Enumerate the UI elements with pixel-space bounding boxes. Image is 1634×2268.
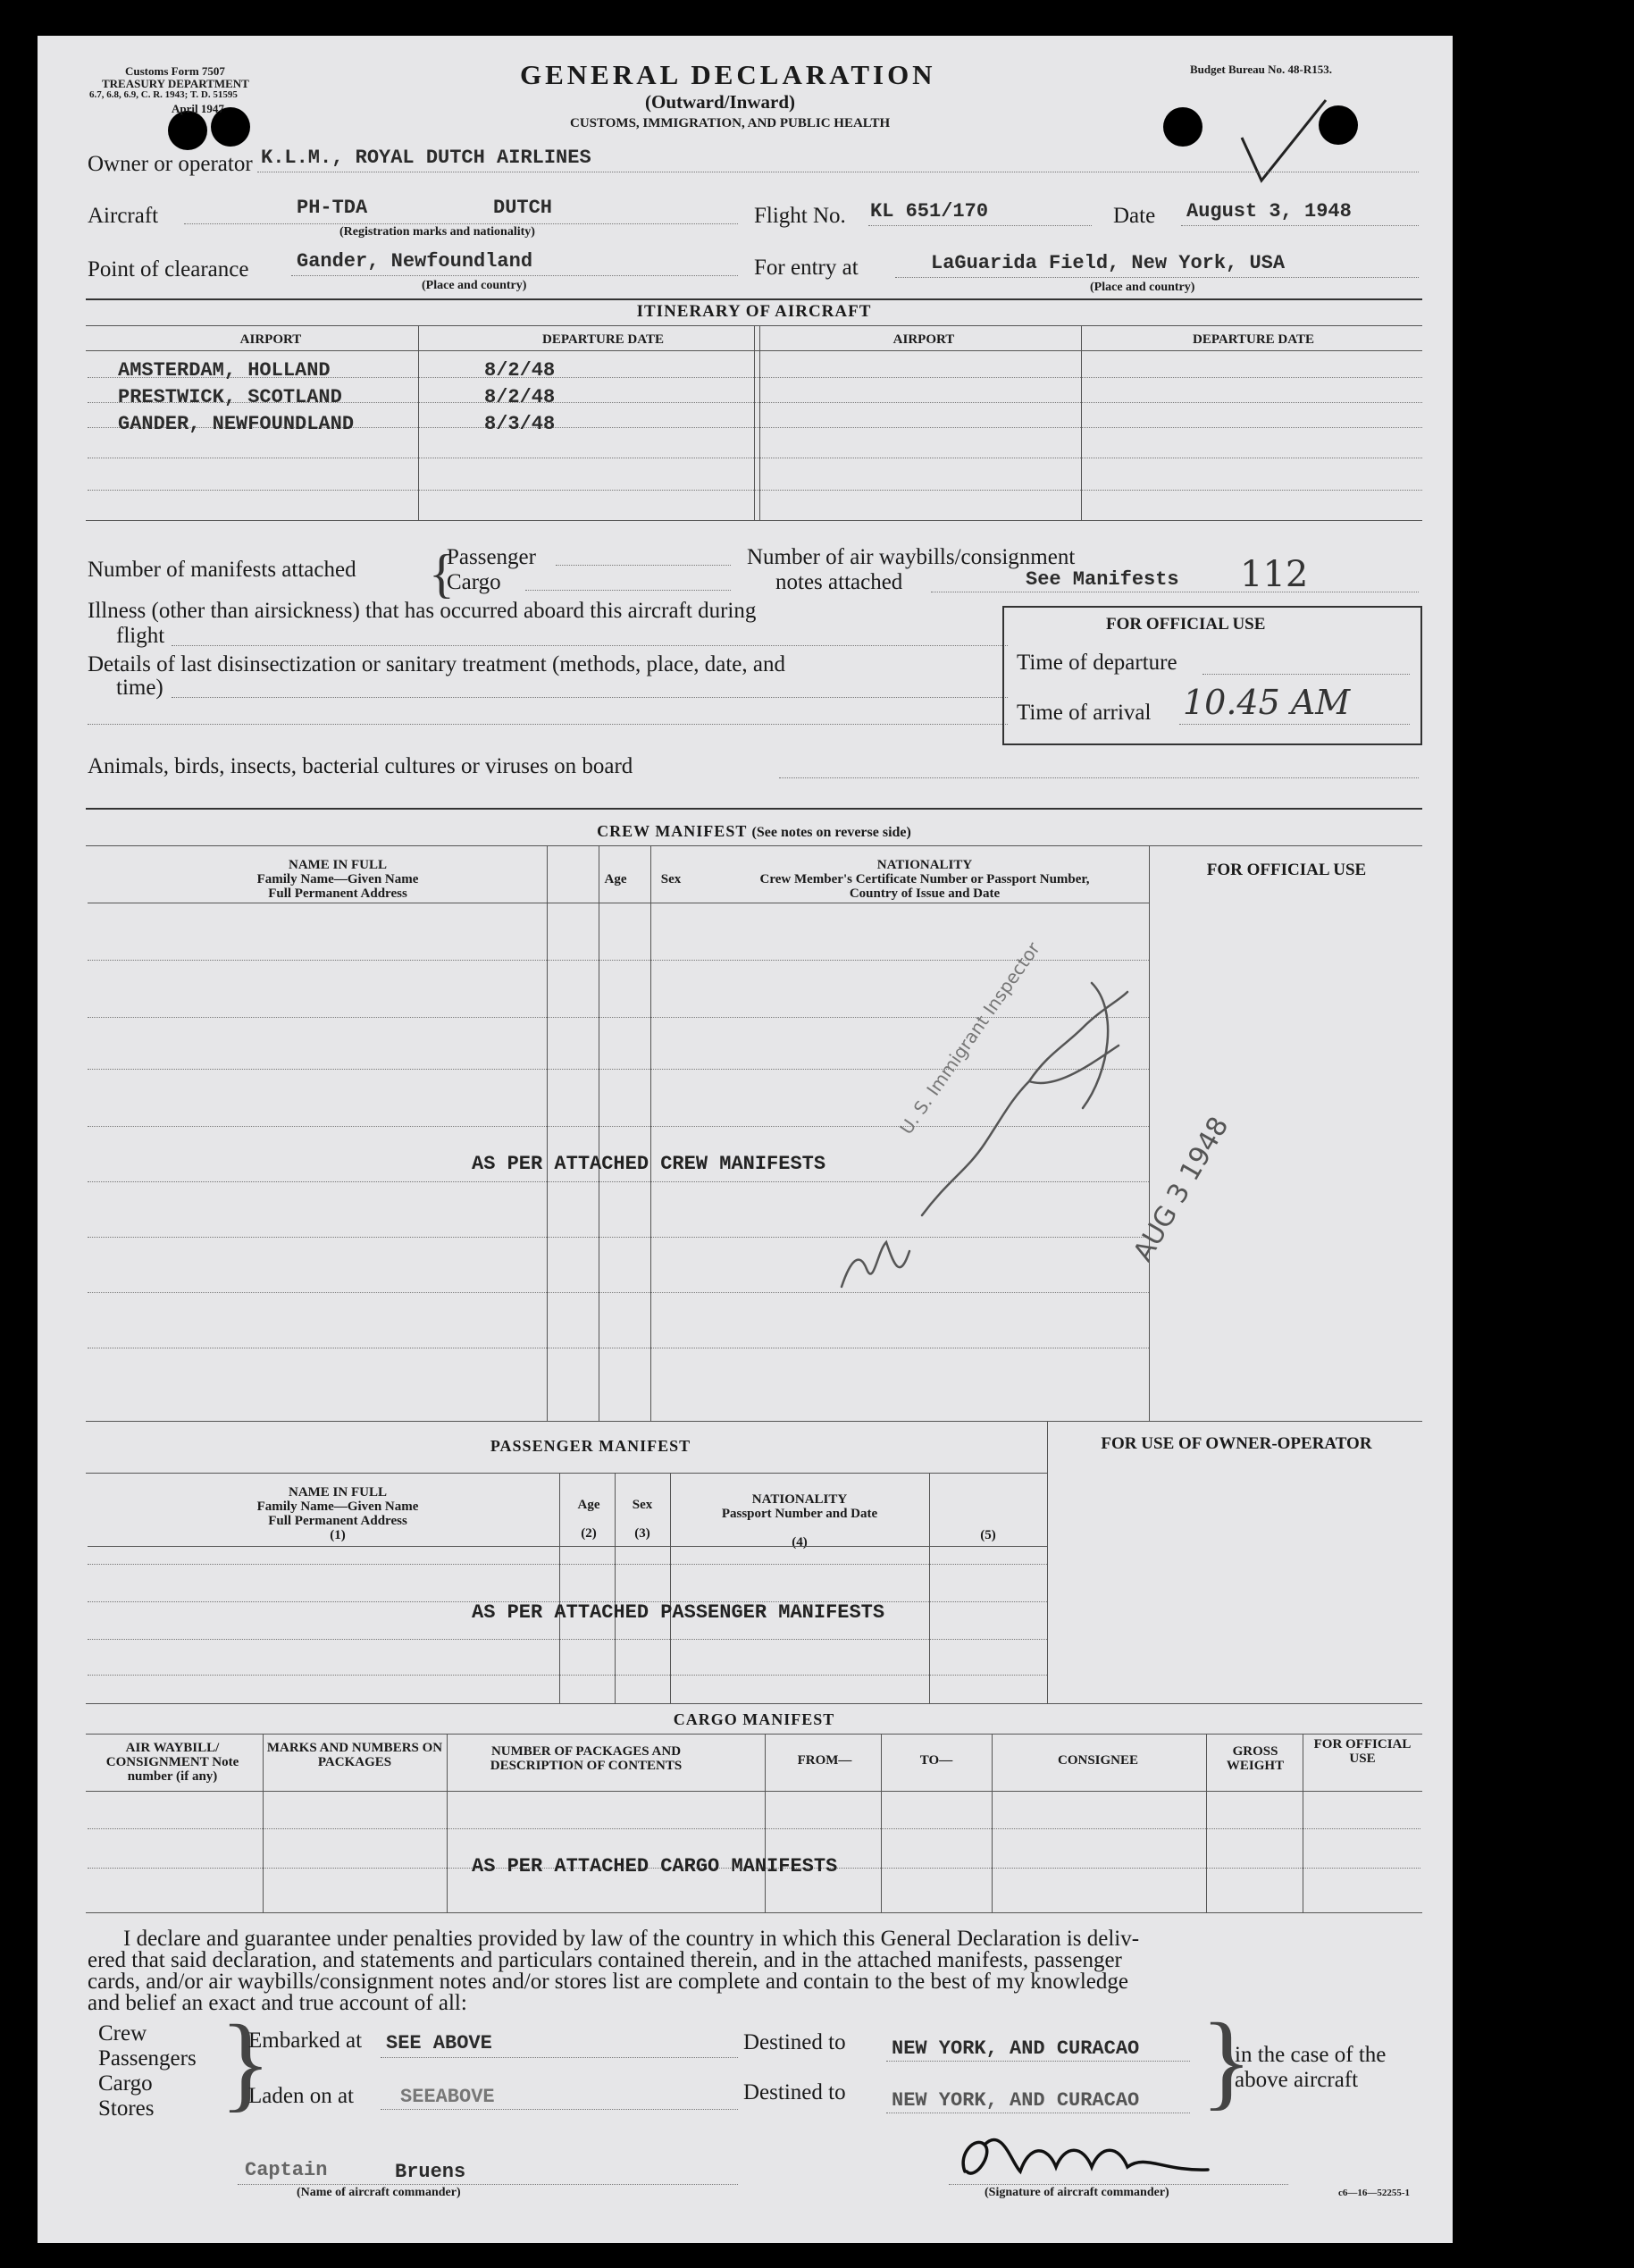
budget-bureau: Budget Bureau No. 48-R153. [1190, 63, 1333, 76]
punch-hole [168, 111, 207, 150]
decl-cargo: Cargo [98, 2071, 153, 2096]
passenger-col-sex: Sex (3) [632, 1498, 653, 1541]
waybills-label-1: Number of air waybills/consignment [747, 545, 1076, 569]
owner-label: Owner or operator [88, 152, 253, 176]
manifests-cargo-label: Cargo [447, 570, 501, 594]
crew-col-age: Age [604, 872, 627, 886]
entry-value: LaGuarida Field, New York, USA [931, 252, 1286, 274]
waybills-value: See Manifests [1026, 568, 1179, 591]
laden-value: SEEABOVE [400, 2086, 495, 2108]
decl-stores: Stores [98, 2096, 155, 2121]
declaration-line-2: ered that said declaration, and statements and particulars contained therein, and in the attached manifests, passenger [88, 1948, 1122, 1972]
cargo-col-marks: MARKS AND NUMBERS ON PACKAGES [266, 1741, 443, 1769]
cargo-col-official: FOR OFFICIAL USE [1313, 1737, 1412, 1766]
aircraft-nationality: DUTCH [493, 197, 553, 219]
declaration-line-4: and belief an exact and true account of all: [88, 1991, 467, 2015]
itinerary-row-2-date: 8/2/48 [484, 386, 556, 408]
passenger-col-age: Age (2) [577, 1498, 600, 1541]
print-code: c6—16—52255-1 [1338, 2188, 1411, 2198]
crew-col-name: NAME IN FULL Family Name—Given Name Full Permanent Address [256, 858, 419, 901]
flight-value: KL 651/170 [870, 200, 989, 223]
cargo-title: CARGO MANIFEST [673, 1710, 835, 1728]
destined-label-1: Destined to [743, 2030, 846, 2054]
illness-label-2: flight [116, 624, 165, 648]
manifests-passenger-label: Passenger [447, 545, 536, 569]
commander-name-note: (Name of aircraft commander) [297, 2186, 461, 2199]
declaration-line-1: I declare and guarantee under penalties provided by law of the country in which this General Declaration is deliv- [123, 1927, 1140, 1951]
destined-value-1: NEW YORK, AND CURACAO [892, 2037, 1140, 2060]
owner-value: K.L.M., ROYAL DUTCH AIRLINES [261, 147, 591, 169]
passenger-title: PASSENGER MANIFEST [490, 1437, 691, 1455]
passenger-body: AS PER ATTACHED PASSENGER MANIFESTS [472, 1601, 885, 1624]
departure-time-label: Time of departure [1017, 651, 1177, 675]
form-subtitle: (Outward/Inward) [645, 91, 796, 113]
itinerary-col-departure: DEPARTURE DATE [541, 332, 664, 347]
passenger-col-name: NAME IN FULL Family Name—Given Name Full Permanent Address (1) [256, 1485, 419, 1542]
cargo-body: AS PER ATTACHED CARGO MANIFESTS [472, 1855, 838, 1877]
cargo-col-consignee: CONSIGNEE [1057, 1753, 1139, 1768]
clearance-label: Point of clearance [88, 257, 249, 281]
arrival-time-value: 10.45 AM [1183, 683, 1351, 722]
waybills-count: 112 [1240, 554, 1309, 595]
entry-place-note: (Place and country) [1090, 281, 1195, 294]
decl-crew: Crew [98, 2021, 147, 2045]
aircraft-note: (Registration marks and nationality) [339, 225, 535, 239]
case-line-2: above aircraft [1235, 2068, 1359, 2092]
captain-label: Captain [245, 2159, 328, 2181]
inspector-stamp-text: U. S. Immigrant Inspector [895, 937, 1044, 1138]
itinerary-col-departure-2: DEPARTURE DATE [1192, 332, 1314, 347]
cargo-col-packages: NUMBER OF PACKAGES AND DESCRIPTION OF CONTENTS [490, 1744, 683, 1773]
declaration-line-3: cards, and/or air waybills/consignment notes and/or stores list are complete and contain to the best of my knowledge [88, 1970, 1128, 1994]
form-number: Customs Form 7507 [125, 64, 225, 78]
clearance-value: Gander, Newfoundland [297, 250, 533, 273]
form-title: GENERAL DECLARATION [520, 59, 936, 90]
aircraft-registration: PH-TDA [297, 197, 368, 219]
form-date: April 1947 [172, 102, 224, 115]
embarked-label: Embarked at [248, 2029, 363, 2053]
case-line-1: in the case of the [1235, 2043, 1387, 2067]
date-label: Date [1113, 204, 1156, 228]
inspector-stamp-date: AUG 3 1948 [1127, 1111, 1236, 1267]
flight-label: Flight No. [754, 204, 846, 228]
crew-body: AS PER ATTACHED CREW MANIFESTS [472, 1153, 826, 1175]
arrival-time-label: Time of arrival [1017, 701, 1152, 725]
destined-value-2: NEW YORK, AND CURACAO [892, 2089, 1140, 2112]
crew-col-sex: Sex [660, 872, 682, 886]
crew-col-nationality: NATIONALITY Crew Member's Certificate Number or Passport Number, Country of Issue and Date [759, 858, 1090, 901]
cargo-col-gross-weight: GROSS WEIGHT [1226, 1744, 1285, 1773]
decl-passengers: Passengers [98, 2046, 197, 2071]
passenger-col-owner: FOR USE OF OWNER-OPERATOR [1101, 1434, 1372, 1453]
punch-hole [1163, 107, 1202, 147]
clearance-place-note: (Place and country) [422, 279, 527, 292]
itinerary-row-1-date: 8/2/48 [484, 359, 556, 382]
captain-value: Bruens [395, 2161, 466, 2183]
cargo-col-to: TO— [919, 1753, 953, 1768]
check-mark-icon [1235, 95, 1333, 193]
crew-col-official: FOR OFFICIAL USE [1206, 861, 1367, 879]
passenger-col-5: (5) [980, 1528, 996, 1542]
waybills-label-2: notes attached [775, 570, 903, 594]
embarked-value: SEE ABOVE [386, 2032, 492, 2054]
itinerary-row-2-airport: PRESTWICK, SCOTLAND [118, 386, 342, 408]
commander-signature-icon [949, 2118, 1235, 2189]
passenger-col-nationality: NATIONALITY Passport Number and Date (4) [721, 1492, 878, 1550]
animals-label: Animals, birds, insects, bacterial cultures or viruses on board [88, 754, 633, 778]
crew-title: CREW MANIFEST (See notes on reverse side) [597, 822, 911, 840]
illness-label-1: Illness (other than airsickness) that has occurred aboard this aircraft during [88, 599, 757, 623]
regulation-refs: 6.7, 6.8, 6.9, C. R. 1943; T. D. 51595 [89, 89, 238, 100]
official-use-title: FOR OFFICIAL USE [1106, 615, 1266, 634]
itinerary-row-3-airport: GANDER, NEWFOUNDLAND [118, 413, 355, 435]
aircraft-label: Aircraft [88, 204, 159, 228]
itinerary-col-airport-2: AIRPORT [892, 332, 955, 347]
manifests-label: Number of manifests attached [88, 558, 356, 582]
department: TREASURY DEPARTMENT [102, 77, 249, 90]
cargo-col-waybill: AIR WAYBILL/ CONSIGNMENT Note number (if any) [105, 1741, 239, 1784]
laden-label: Laden on at [248, 2084, 355, 2108]
disinsect-label-2: time) [116, 676, 163, 700]
destined-label-2: Destined to [743, 2080, 846, 2104]
itinerary-row-3-date: 8/3/48 [484, 413, 556, 435]
itinerary-row-1-airport: AMSTERDAM, HOLLAND [118, 359, 331, 382]
disinsect-label-1: Details of last disinsectization or sanitary treatment (methods, place, date, and [88, 652, 785, 676]
declaration-form: Customs Form 7507 TREASURY DEPARTMENT 6.7, 6.8, 6.9, C. R. 1943; T. D. 51595 April 1947 GENERAL DECLARATION (Outward/Inward) CUSTOMS, IMMIGRATION, AND PUBLIC HEALTH Budget Bureau No. 48-R153. Owner or operator K.L.M., ROYAL DUTCH AIRLINES Aircraft PH-TDA DUTCH (Registration marks and nationality) Flight No. KL 651/170 Date August 3, 1948 Point of clearance Gander, Newfoundland (Place and country) For entry at LaGuarida Field, New York, USA (Place and country) ITINERARY OF AIRCRAFT AIRPORT DEPARTURE DATE AIRPORT DEPARTURE DATE AMSTERDAM, HOLLAND 8/2/48 PRESTWICK, SCOTLAND 8/2/48 GANDER, NEWFOUNDLAND 8/3/48 Number of manifests attached { Passenger Cargo Number of air waybills/consignment notes attached See Manifests 112 Illness (other than airsickness) that has occurred aboard this aircraft during flight Details of last disinsectization or sanitary treatment (methods, place, date, and time) Animals, birds, insects, bacterial cultures or viruses on board FOR OFFICIAL USE Time of departure Time of arrival 10.45 AM CREW MANIFEST (See notes on reverse side) NAME IN FULL Family Name—Given Name Full Permanent Address Age Sex NATIONALITY Crew Member's Certificate Number or Passport Number, Country of Issue and Date FOR OFFICIAL USE AS PER ATTACHED CREW MANIFESTS U. S. Immigrant Inspector AUG 3 1948 PASSENGER MANIFEST NAME IN FULL Family Name—Given Name Full Permanent Address (1) Age (2) Sex (3) NATIONALITY Passport Number and Date (4) (5) FOR USE OF OWNER-OPERATOR AS PER ATTACHED PASSENGER MANIFESTS CARGO MANIFEST AIR WAYBILL/ CONSIGNMENT Note number (if any) MARKS AND NUMBERS ON PACKAGES NUMBER OF PACKAGES AND DESCRIPTION OF CONTENTS FROM— TO— CONSIGNEE GROSS WEIGHT FOR OFFICIAL USE AS PER ATTACHED CARGO MANIFESTS I declare and guarantee under penalties provided by law of the country in which this General Declaration is deliv- ered that said declaration, and statements and particulars contained therein, and in the attached manifests, passenger cards, and/or air waybills/consignment notes and/or stores list are complete and contain to the best of my knowledge and belief an exact and true account of all: Crew Passengers Cargo Stores } Embarked at SEE ABOVE Laden on at SEEABOVE Destined to NEW YORK, AND CURACAO Destined to NEW YORK, AND CURACAO } in the case of the above aircraft Captain Bruens (Name of aircraft commander) (Signature of aircraft commander) c6—16—52255-1 [38, 36, 1453, 2243]
itinerary-title: ITINERARY OF AIRCRAFT [636, 302, 872, 321]
cargo-col-from: FROM— [797, 1753, 852, 1768]
signature-note: (Signature of aircraft commander) [985, 2186, 1169, 2199]
itinerary-col-airport: AIRPORT [239, 332, 302, 347]
form-services: CUSTOMS, IMMIGRATION, AND PUBLIC HEALTH [570, 116, 891, 130]
entry-label: For entry at [754, 256, 859, 280]
date-value: August 3, 1948 [1186, 200, 1352, 223]
